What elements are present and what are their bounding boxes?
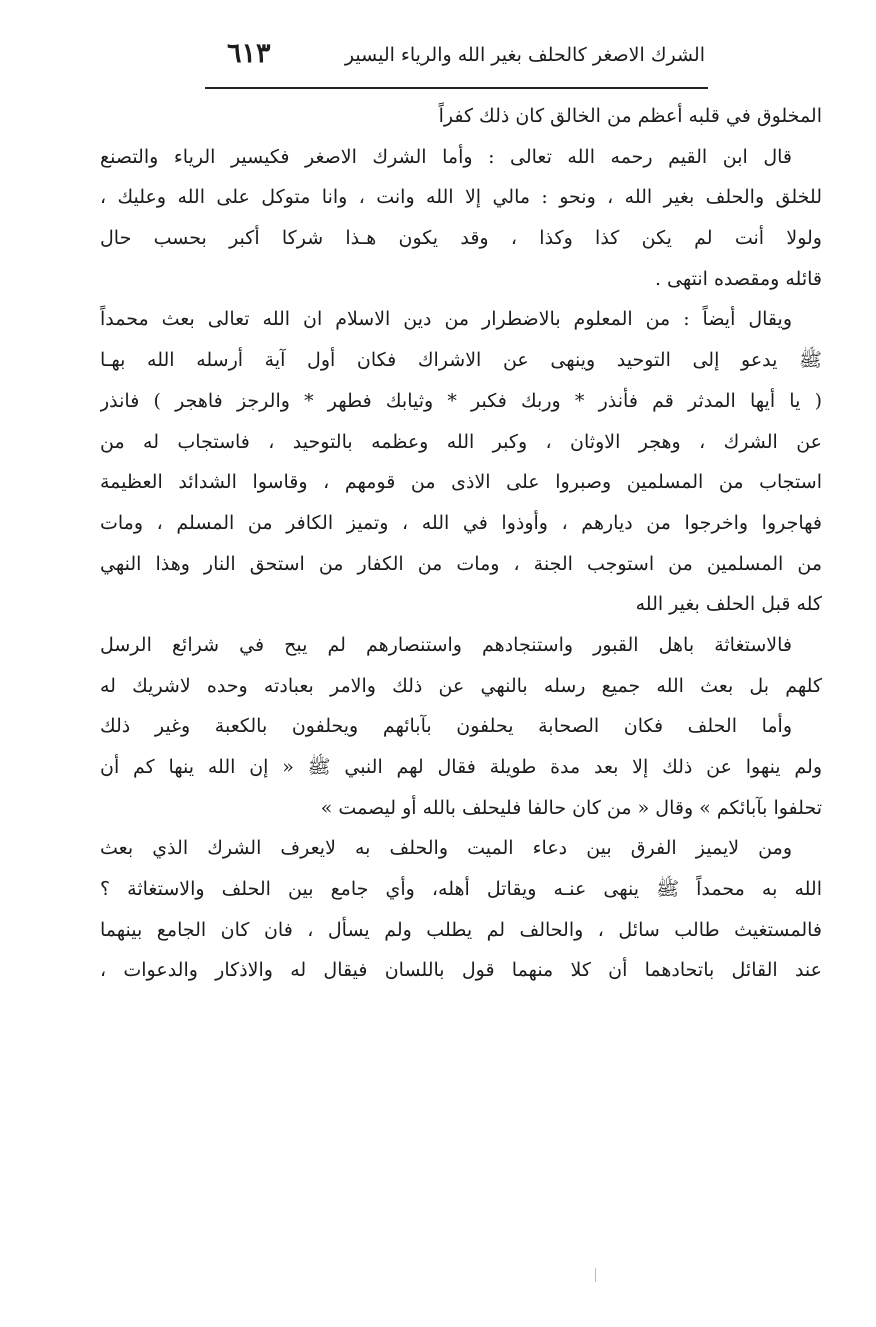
text-line: ولم ينهوا عن ذلك إلا بعد مدة طويلة فقال لهم النبي ﷺ « إن الله ينها كم أن bbox=[100, 756, 822, 778]
text-line: ويقال أيضاً : من المعلوم بالاضطرار من دين الاسلام ان الله تعالى بعث محمداً bbox=[100, 308, 792, 331]
text-line: ﷺ يدعو إلى التوحيد وينهى عن الاشراك فكان أول آية أرسله الله بهـا bbox=[100, 349, 822, 372]
text-line: قال ابن القيم رحمه الله تعالى : وأما الشرك الاصغر فكيسير الرياء والتصنع bbox=[100, 145, 792, 168]
text-line: الله به محمداً ﷺ ينهى عنـه ويقاتل أهله، وأي جامع بين الحلف والاستغاثة ؟ bbox=[100, 878, 822, 901]
text-line: كلهم بل بعث الله جميع رسله بالنهي عن ذلك والامر بعبادته وحده لاشريك له bbox=[100, 674, 822, 697]
text-line: تحلفوا بآبائكم » وقال « من كان حالفا فليحلف بالله أو ليصمت » bbox=[320, 796, 822, 819]
text-line: فالاستغاثة باهل القبور واستنجادهم واستنصارهم لم يبح في شرائع الرسل bbox=[100, 633, 792, 656]
running-header bbox=[175, 38, 705, 80]
text-line: المخلوق في قلبه أعظم من الخالق كان ذلك كفراً bbox=[438, 105, 822, 127]
text-line: كله قبل الحلف بغير الله bbox=[635, 593, 822, 616]
text-line: فالمستغيث طالب سائل ، والحالف لم يطلب ولم يسأل ، فان كان الجامع بينهما bbox=[100, 918, 822, 941]
text-line: ومن لايميز الفرق بين دعاء الميت والحلف به لايعرف الشرك الذي بعث bbox=[100, 837, 792, 860]
text-line: وأما الحلف فكان الصحابة يحلفون بآبائهم ويحلفون بالكعبة وغير ذلك bbox=[100, 715, 792, 738]
text-line: فهاجروا واخرجوا من ديارهم ، وأوذوا في الله ، وتميز الكافر من المسلم ، ومات bbox=[100, 511, 822, 534]
text-line: قائله ومقصده انتهى . bbox=[654, 267, 822, 290]
header-rule bbox=[205, 87, 708, 89]
text-line: عند القائل باتحادهما أن كلا منهما قول باللسان فيقال له والاذكار والدعوات ، bbox=[100, 959, 822, 982]
text-line: استجاب من المسلمين وصبروا على الاذى من قومهم ، وقاسوا الشدائد العظيمة bbox=[100, 471, 822, 494]
running-title: الشرك الاصغر كالحلف بغير الله والرياء اليسير bbox=[344, 44, 705, 66]
text-line: عن الشرك ، وهجر الاوثان ، وكبر الله وعظمه بالتوحيد ، فاستجاب له من bbox=[100, 430, 822, 453]
body-text bbox=[100, 96, 822, 991]
text-line: من المسلمين من استوجب الجنة ، ومات من الكفار من استحق النار وهذا النهي bbox=[100, 552, 822, 575]
margin-mark bbox=[595, 1268, 596, 1282]
text-line: للخلق والحلف بغير الله ، ونحو : مالي إلا الله وانت ، وانا متوكل على الله وعليك ، bbox=[100, 186, 822, 209]
text-line: ( يا أيها المدثر قم فأنذر * وربك فكبر * وثيابك فطهر * والرجز فاهجر ) فانذر bbox=[100, 389, 822, 412]
text-line: ولولا أنت لم يكن كذا وكذا ، وقد يكون هـذا شركا أكبر بحسب حال bbox=[100, 227, 822, 250]
page-number: ٦١٣ bbox=[227, 38, 271, 69]
